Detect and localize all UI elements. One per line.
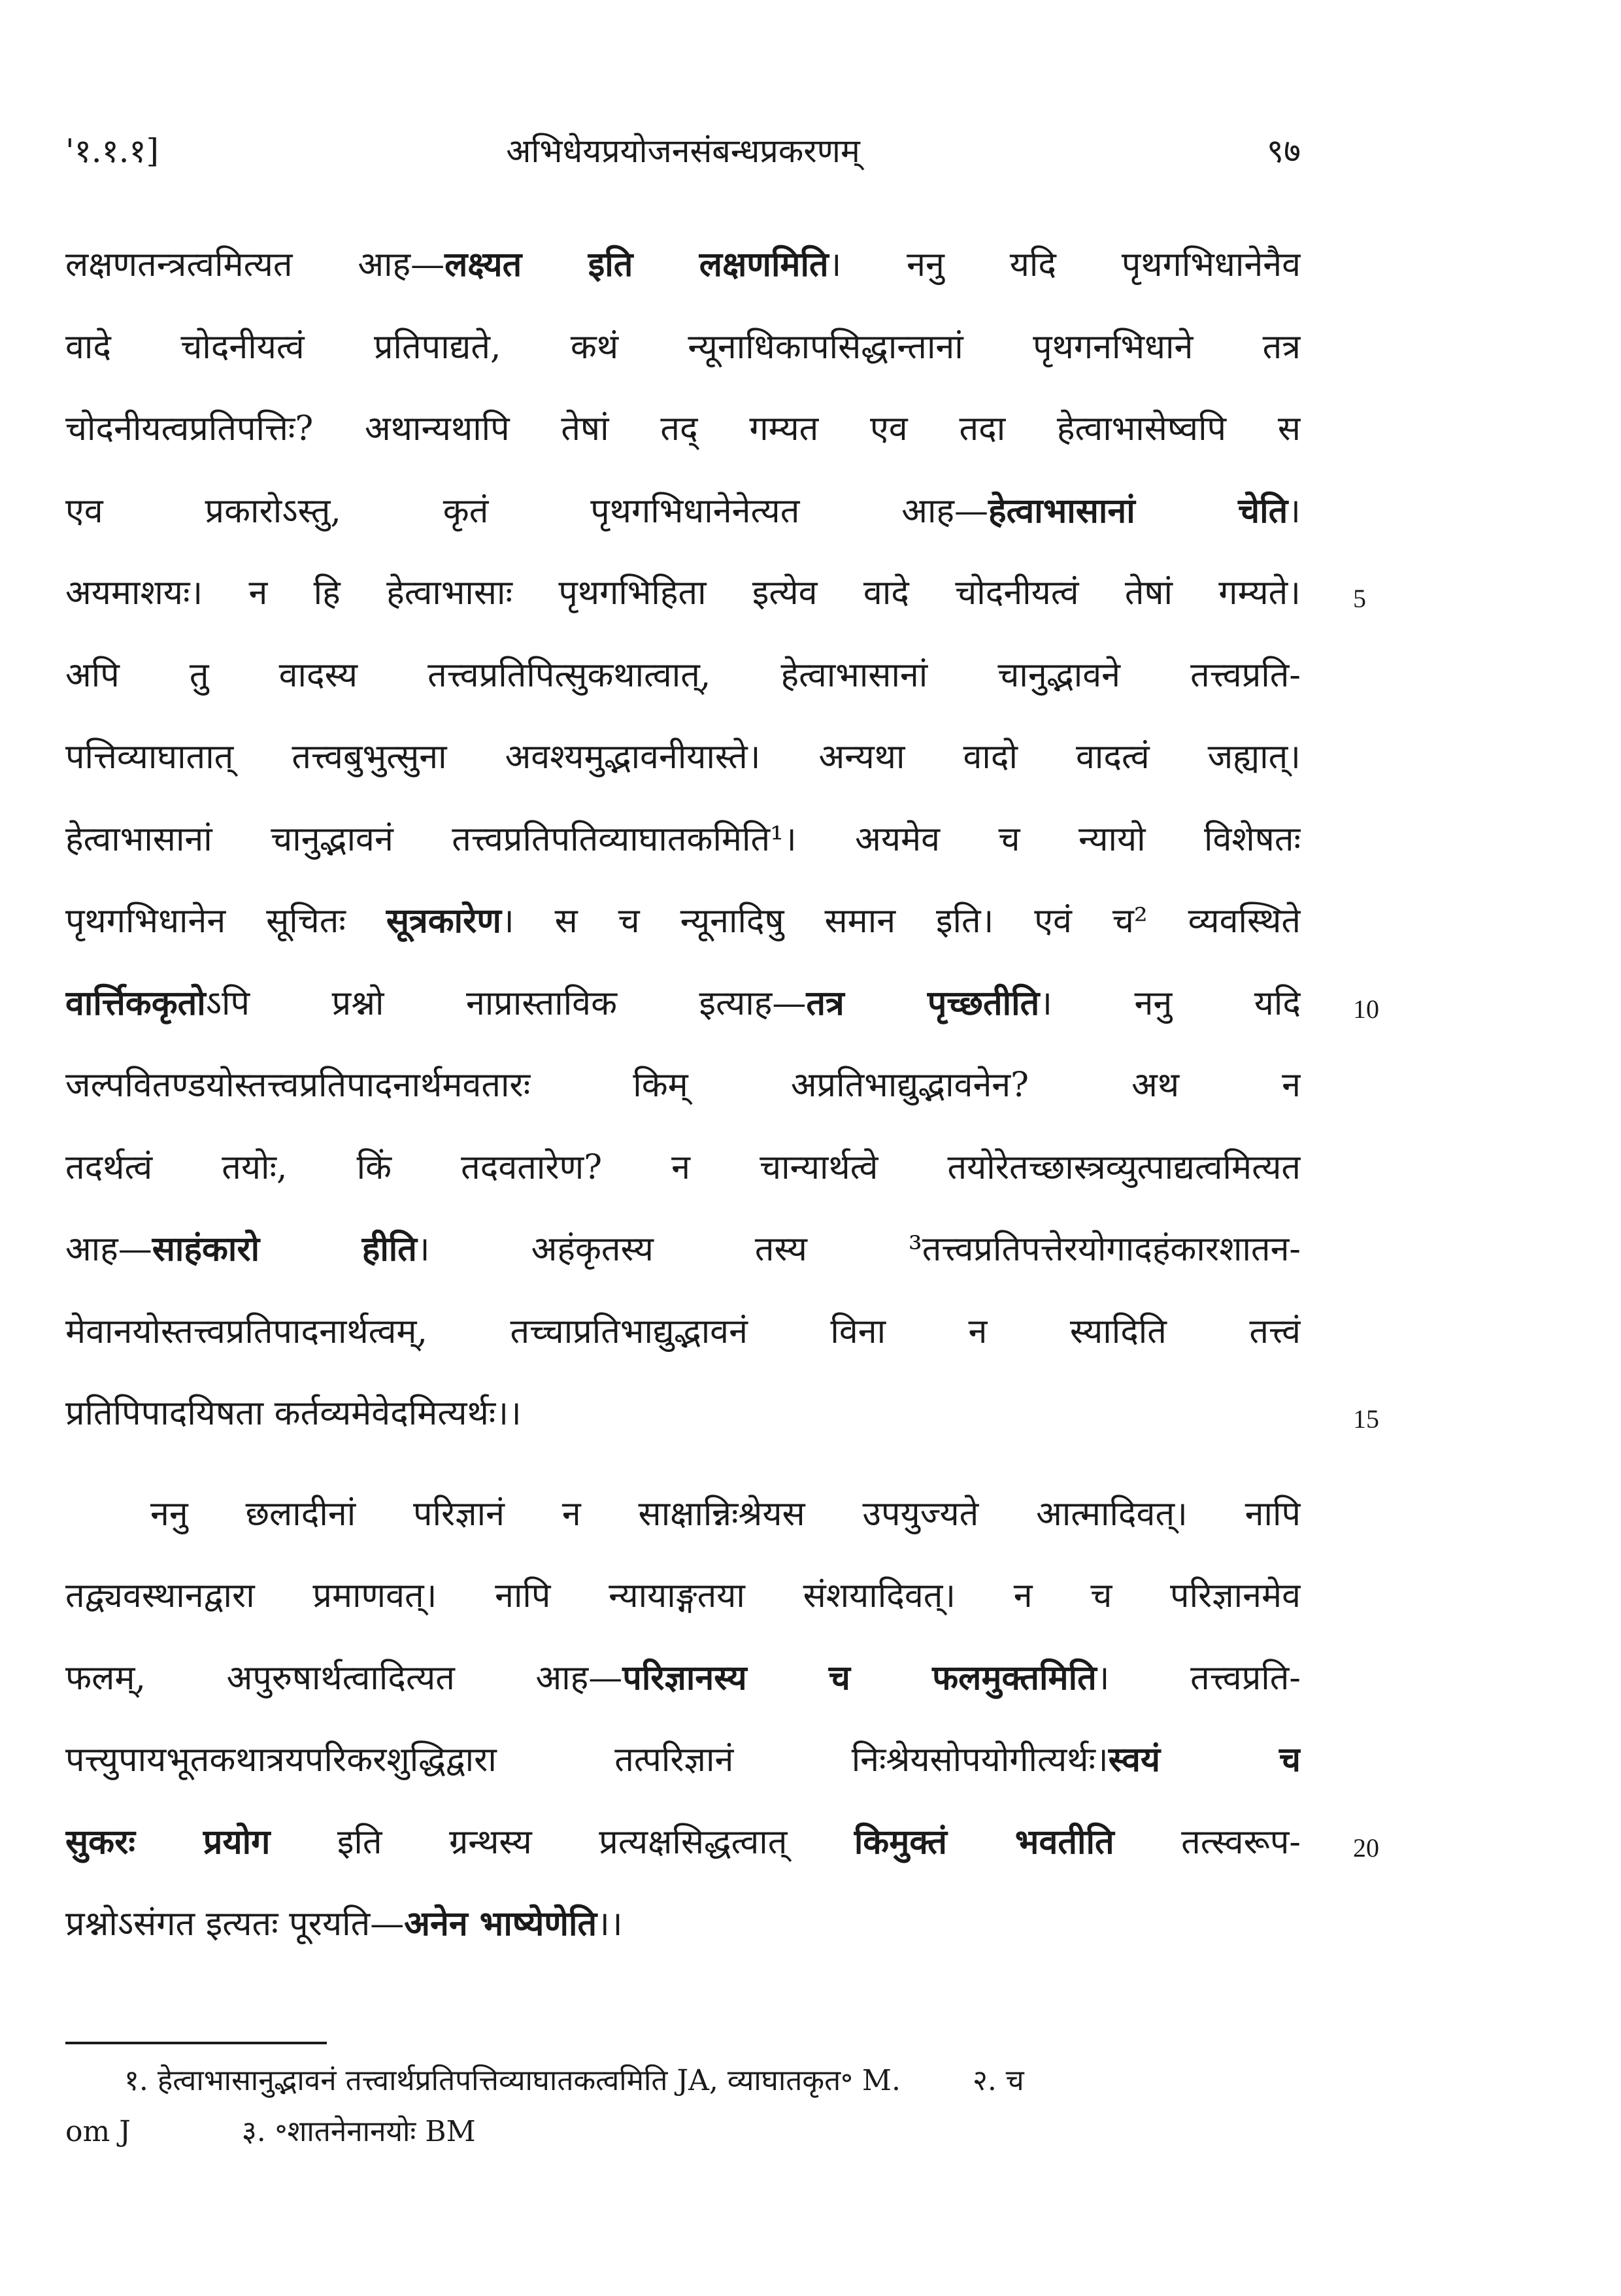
margin-line-number: 20 xyxy=(1353,1832,1379,1863)
text-line xyxy=(65,1364,1301,1462)
margin-line-number: 10 xyxy=(1353,994,1379,1024)
text-run: ऽपि प्रश्नो नाप्रास्ताविक इत्याह— xyxy=(205,983,807,1023)
text-run: तद्व्यवस्थानद्वारा प्रमाणवत्। नापि न्यायाङ्गतया संशयादिवत्। न च परिज्ञानमेव xyxy=(65,1576,1301,1615)
bold-lemma: सुकरः प्रयोग xyxy=(65,1821,271,1862)
footnote-separator xyxy=(65,2042,327,2044)
text-run: । xyxy=(1288,491,1301,531)
footnote-entry: om J xyxy=(65,2115,131,2148)
text-run: पृथगभिधानेन सूचितः xyxy=(65,902,386,941)
margin-line-number: 15 xyxy=(1353,1404,1379,1434)
footnote-line xyxy=(65,2110,476,2150)
footnote-entry: ३. ॰शातनेनानयोः BM xyxy=(241,2115,476,2148)
footnote-line xyxy=(124,2059,1024,2099)
text-run: फलम्, अपुरुषार्थत्वादित्यत आह— xyxy=(65,1658,623,1698)
bold-lemma: अनेन भाष्येणेति xyxy=(404,1904,597,1944)
footnote-entry: २. च xyxy=(972,2064,1024,2097)
text-run: तदर्थत्वं तयोः, किं तदवतारेण? न चान्यार्थत्वे तयोरेतच्छास्त्रव्युत्पाद्यत्वमित्यत xyxy=(65,1147,1301,1187)
bold-lemma: परिज्ञानस्य च फलमुक्तमिति xyxy=(622,1657,1097,1698)
text-run: पत्त्युपायभूतकथात्रयपरिकरशुद्धिद्वारा तत्परिज्ञानं निःश्रेयसोपयोगीत्यर्थः। xyxy=(65,1740,1109,1780)
text-run: इति ग्रन्थस्य प्रत्यक्षसिद्धत्वात् xyxy=(270,1822,854,1862)
text-run: अयमाशयः। न हि हेत्वाभासाः पृथगभिहिता इत्येव वादे चोदनीयत्वं तेषां गम्यते। xyxy=(65,573,1301,613)
running-header xyxy=(65,127,1301,186)
margin-line-number: 5 xyxy=(1353,584,1366,613)
text-run: वादे चोदनीयत्वं प्रतिपाद्यते, कथं न्यूनाधिकापसिद्धान्तानां पृथगनभिधाने तत्र xyxy=(65,327,1301,367)
bold-lemma: तत्र पृच्छतीति xyxy=(806,983,1040,1023)
text-run: । ननु यदि पृथगभिधानेनैव xyxy=(828,245,1301,284)
text-run: पत्तिव्याघातात् तत्त्वबुभुत्सुना अवश्यमुद्भावनीयास्ते। अन्यथा वादो वादत्वं जह्यात्। xyxy=(65,737,1301,777)
text-run: आह— xyxy=(65,1230,152,1269)
text-run: अपि तु वादस्य तत्त्वप्रतिपित्सुकथात्वात्, हेत्वाभासानां चानुद्भावने तत्त्वप्रति- xyxy=(65,655,1301,695)
text-run: हेत्वाभासानां चानुद्भावनं तत्त्वप्रतिपतिव्याघातकमिति¹। अयमेव च न्यायो विशेषतः xyxy=(65,819,1301,859)
bold-lemma: किमुक्तं भवतीति xyxy=(854,1821,1114,1862)
bold-lemma: लक्ष्यत इति लक्षणमिति xyxy=(444,245,829,284)
text-run: लक्षणतन्त्रत्वमित्यत आह— xyxy=(65,245,445,284)
text-run: चोदनीयत्वप्रतिपत्तिः? अथान्यथापि तेषां तद् गम्यत एव तदा हेत्वाभासेष्वपि स xyxy=(65,409,1301,448)
text-run: । अहंकृतस्य तस्य ³तत्त्वप्रतिपत्तेरयोगादहंकारशातन- xyxy=(416,1230,1301,1269)
bold-lemma: वार्त्तिककृतो xyxy=(65,983,206,1023)
footnote-entry: १. हेत्वाभासानुद्भावनं तत्त्वार्थप्रतिपत्तिव्याघातकत्वमिति JA, व्याघातकृत॰ M. xyxy=(124,2064,901,2097)
bold-lemma: साहंकारो हीति xyxy=(152,1229,417,1269)
bold-lemma: हेत्वाभासानां चेति xyxy=(988,490,1288,531)
text-run: । स च न्यूनादिषु समान इति। एवं च² व्यवस्थिते xyxy=(501,902,1301,941)
bold-lemma: सूत्रकारेण xyxy=(386,901,501,941)
section-reference: '१.१.१] xyxy=(65,132,159,170)
text-run: । तत्त्वप्रति- xyxy=(1096,1658,1301,1698)
bold-lemma: स्वयं च xyxy=(1108,1740,1301,1780)
text-run: जल्पवितण्डयोस्तत्त्वप्रतिपादनार्थमवतारः किम् अप्रतिभाद्युद्भावनेन? अथ न xyxy=(65,1066,1301,1105)
text-run: तत्स्वरूप- xyxy=(1114,1822,1301,1862)
text-line xyxy=(65,1875,1301,1973)
text-run: ननु छलादीनां परिज्ञानं न साक्षान्निःश्रेयस उपयुज्यते आत्मादिवत्। नापि xyxy=(150,1494,1301,1534)
text-run: एव प्रकारोऽस्तु, कृतं पृथगभिधानेनेत्यत आह— xyxy=(65,491,988,531)
text-run: प्रतिपिपादयिषता कर्तव्यमेवेदमित्यर्थः।। xyxy=(65,1394,522,1433)
text-run: । ननु यदि xyxy=(1039,983,1301,1023)
text-run: प्रश्नोऽसंगत इत्यतः पूरयति— xyxy=(65,1904,405,1944)
text-run: मेवानयोस्तत्त्वप्रतिपादनार्थत्वम्, तच्चाप्रतिभाद्युद्भावनं विना न स्यादिति तत्त्वं xyxy=(65,1311,1301,1351)
page-heading: अभिधेयप्रयोजनसंबन्धप्रकरणम् xyxy=(506,132,860,170)
text-run: ।। xyxy=(597,1904,623,1944)
page-number: ९७ xyxy=(1267,132,1301,170)
